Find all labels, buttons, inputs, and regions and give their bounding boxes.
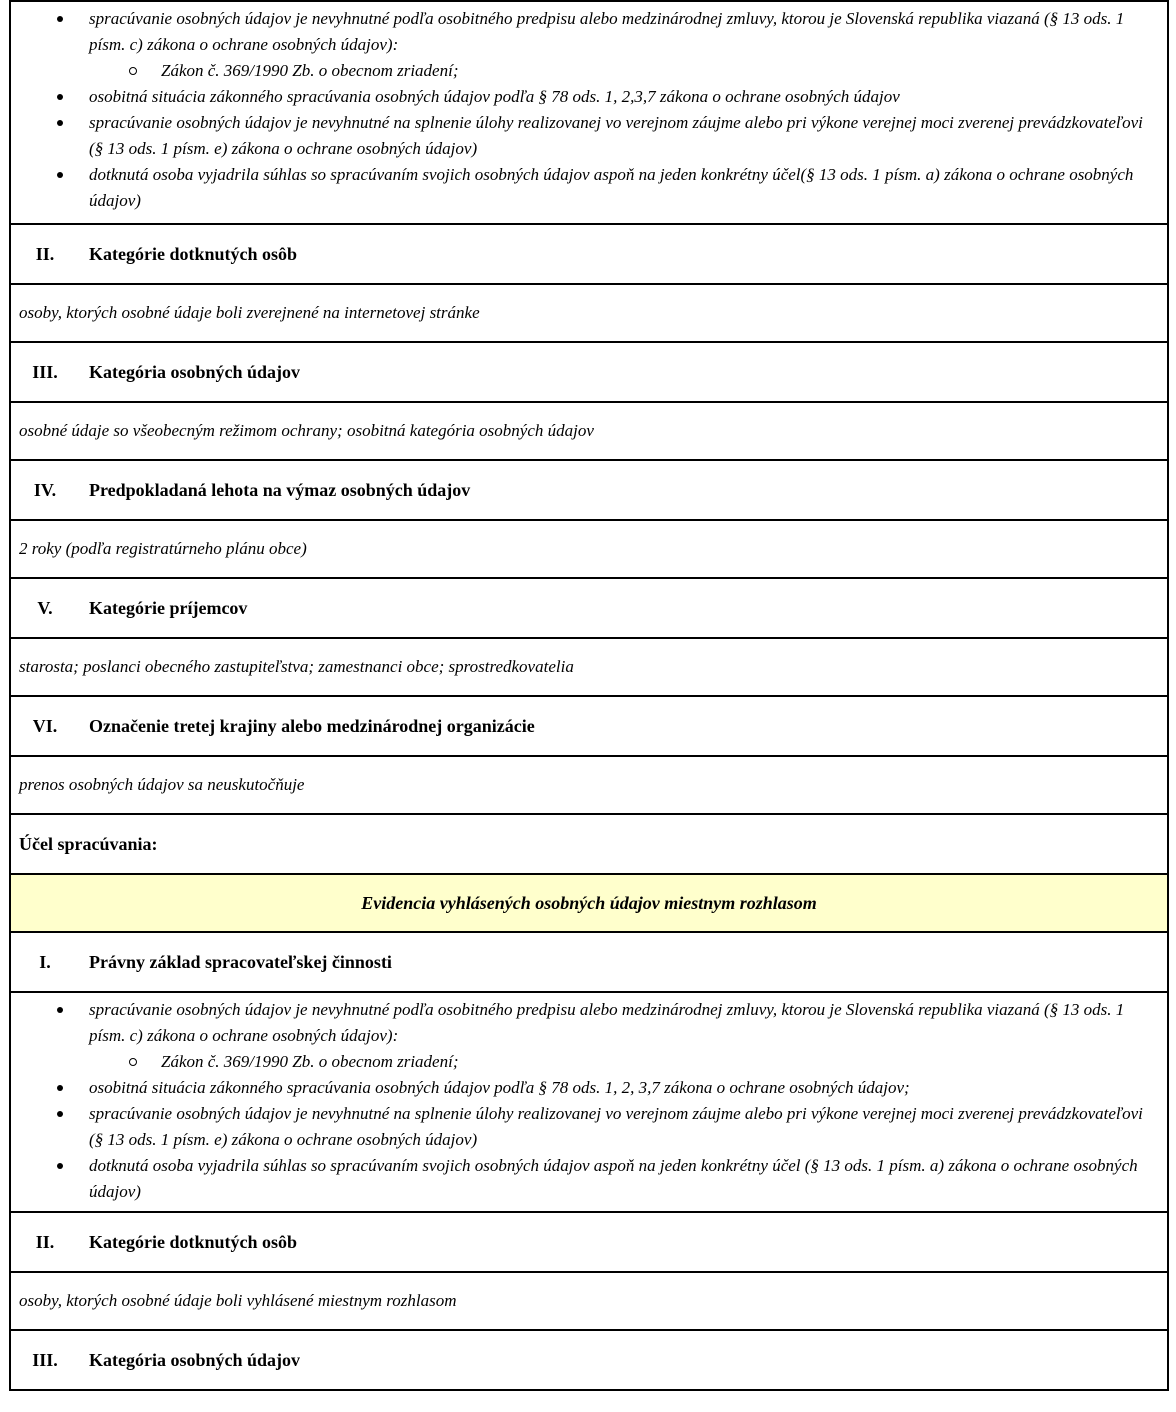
- section-value: osobné údaje so všeobecným režimom ochrany; osobitná kategória osobných údajov: [9, 403, 1169, 461]
- section-title: Kategórie príjemcov: [89, 597, 248, 618]
- legal-basis-list: [9, 993, 1169, 1213]
- section-header: [9, 579, 1169, 639]
- list-item: dotknutá osoba vyjadrila súhlas so spracúvaním svojich osobných údajov aspoň na jeden konkrétny účel(§ 13 ods. 1 písm. a) zákona o ochrane osobných údajov): [11, 162, 1157, 214]
- list-item: osobitná situácia zákonného spracúvania osobných údajov podľa § 78 ods. 1, 2,3,7 zákona o ochrane osobných údajov: [11, 84, 1157, 110]
- section-value: 2 roky (podľa registratúrneho plánu obce): [9, 521, 1169, 579]
- section-value: starosta; poslanci obecného zastupiteľstva; zamestnanci obce; sprostredkovatelia: [9, 639, 1169, 697]
- section-header: [9, 225, 1169, 285]
- section-number: VI.: [32, 715, 58, 736]
- section-title: Kategórie dotknutých osôb: [89, 1231, 298, 1252]
- list-item: spracúvanie osobných údajov je nevyhnutné podľa osobitného predpisu alebo medzinárodnej zmluvy, ktorou je Slovenská republika viazaná (§ 13 ods. 1 písm. c) zákona o ochrane osobných údajov): Zákon č. 369/1990 Zb. o obecnom zriadení;: [11, 997, 1157, 1075]
- section-number: II.: [35, 243, 55, 264]
- section-number: III.: [32, 361, 58, 382]
- list-subitem: Zákon č. 369/1990 Zb. o obecnom zriadení;: [89, 1049, 1157, 1075]
- list-item: osobitná situácia zákonného spracúvania osobných údajov podľa § 78 ods. 1, 2, 3,7 zákona o ochrane osobných údajov;: [11, 1075, 1157, 1101]
- section-title: Kategórie dotknutých osôb: [89, 243, 298, 264]
- section-header: [9, 343, 1169, 403]
- document-table: [9, 0, 1169, 1391]
- list-item: dotknutá osoba vyjadrila súhlas so spracúvaním svojich osobných údajov aspoň na jeden konkrétny účel (§ 13 ods. 1 písm. a) zákona o ochrane osobných údajov): [11, 1153, 1157, 1205]
- section-header: [9, 933, 1169, 993]
- section-number: III.: [32, 1349, 58, 1370]
- list-subitem: Zákon č. 369/1990 Zb. o obecnom zriadení;: [89, 58, 1157, 84]
- purpose-label: Účel spracúvania:: [9, 815, 1169, 875]
- section-value: prenos osobných údajov sa neuskutočňuje: [9, 757, 1169, 815]
- list-item: spracúvanie osobných údajov je nevyhnutné na splnenie úlohy realizovanej vo verejnom záujme alebo pri výkone verejnej moci zverenej prevádzkovateľovi (§ 13 ods. 1 písm. e) zákona o ochrane osobných údajov): [11, 110, 1157, 162]
- section-header: [9, 697, 1169, 757]
- section-value: osoby, ktorých osobné údaje boli vyhlásené miestnym rozhlasom: [9, 1273, 1169, 1331]
- section-title: Označenie tretej krajiny alebo medzinárodnej organizácie: [89, 715, 535, 736]
- purpose-title: Evidencia vyhlásených osobných údajov miestnym rozhlasom: [9, 875, 1169, 933]
- section-number: II.: [35, 1231, 55, 1252]
- section-title: Kategória osobných údajov: [89, 361, 301, 382]
- section-header: [9, 1213, 1169, 1273]
- section-header: [9, 461, 1169, 521]
- section-title: Právny základ spracovateľskej činnosti: [89, 951, 392, 972]
- legal-basis-list: [9, 0, 1169, 225]
- section-number: I.: [39, 951, 51, 972]
- section-value: osoby, ktorých osobné údaje boli zverejnené na internetovej stránke: [9, 285, 1169, 343]
- list-item: spracúvanie osobných údajov je nevyhnutné na splnenie úlohy realizovanej vo verejnom záujme alebo pri výkone verejnej moci zverenej prevádzkovateľovi (§ 13 ods. 1 písm. e) zákona o ochrane osobných údajov): [11, 1101, 1157, 1153]
- section-number: IV.: [33, 479, 57, 500]
- section-number: V.: [37, 597, 53, 618]
- section-title: Kategória osobných údajov: [89, 1349, 301, 1370]
- list-item: spracúvanie osobných údajov je nevyhnutné podľa osobitného predpisu alebo medzinárodnej zmluvy, ktorou je Slovenská republika viazaná (§ 13 ods. 1 písm. c) zákona o ochrane osobných údajov): Zákon č. 369/1990 Zb. o obecnom zriadení;: [11, 6, 1157, 84]
- section-header: [9, 1331, 1169, 1391]
- section-title: Predpokladaná lehota na výmaz osobných údajov: [89, 479, 471, 500]
